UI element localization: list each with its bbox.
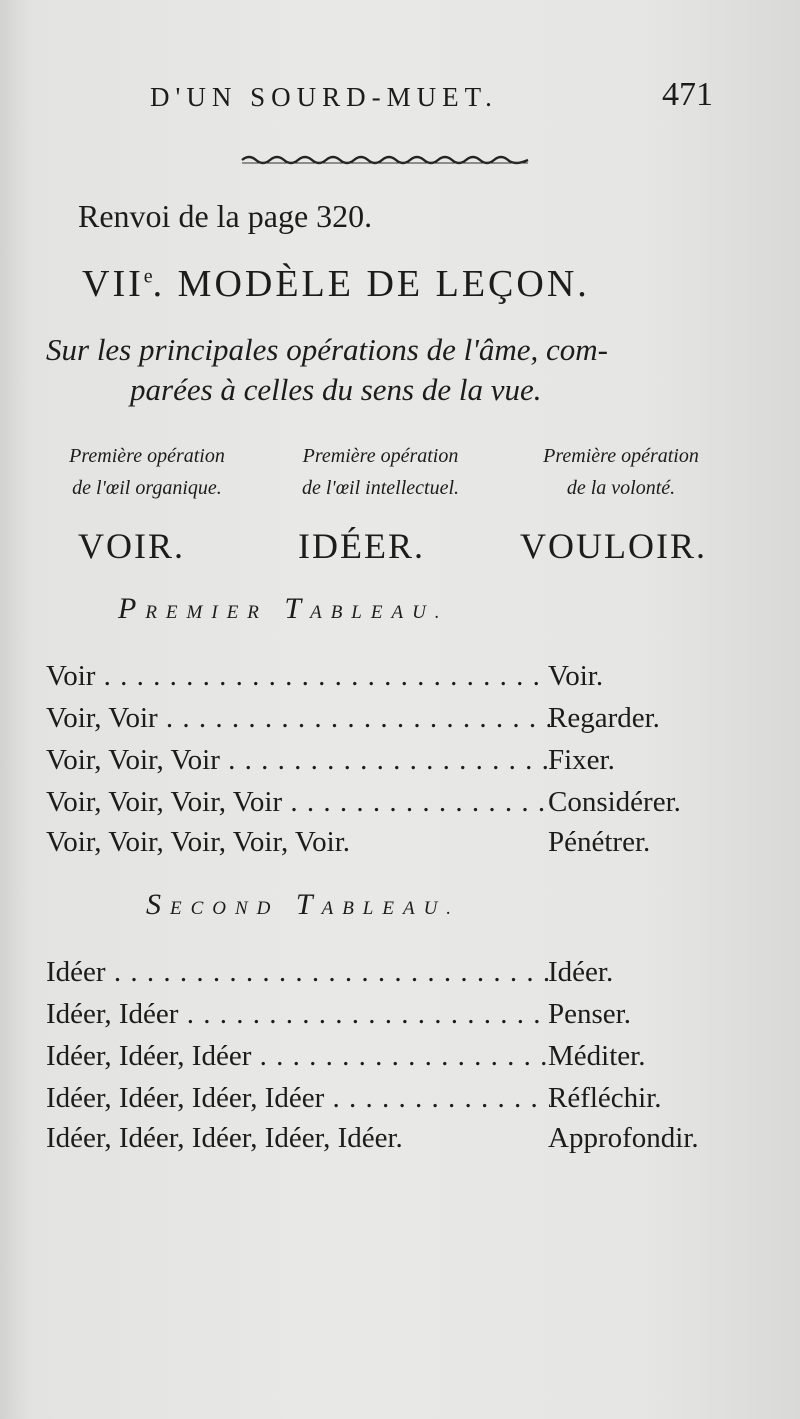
cross-reference: Renvoi de la page 320. [78, 198, 373, 234]
tableau-2-title-initial2: T [295, 888, 322, 921]
column-heading-voir: VOIR. [78, 526, 185, 566]
tableau-1-row-5-right: Pénétrer. [548, 826, 651, 858]
tableau-1-title-part1: REMIER [145, 602, 268, 623]
lesson-superscript: e [143, 265, 153, 288]
tableau-2-title-part1: ECOND [170, 898, 280, 919]
column-heading-ideer: IDÉER. [298, 526, 425, 566]
tableau-1-row-2-right: Regarder. [548, 702, 660, 734]
tableau-1-title-initial2: T [284, 592, 311, 625]
ornament-rule [240, 150, 530, 166]
tableau-1-row-4-left: Voir, Voir, Voir, Voir . . . [46, 786, 550, 819]
lesson-subtitle-line2: parées à celles du sens de la vue. [130, 372, 542, 407]
operation-column-1 [42, 440, 252, 504]
lesson-subtitle-line1: Sur les principales opérations de l'âme, com- [46, 332, 608, 367]
operation-1-line2: de l'œil organique. [72, 477, 222, 499]
tableau-1-row-2-left: Voir, Voir . . . [46, 702, 550, 735]
operation-1-line1: Première opération [69, 445, 225, 467]
tableau-1-row-5-left: Voir, Voir, Voir, Voir, Voir. [46, 826, 351, 858]
tableau-1-row-3-left: Voir, Voir, Voir . . . [46, 744, 550, 777]
tableau-2-row-1-left: Idéer . . . [46, 956, 550, 989]
tableau-2-row-4-left: Idéer, Idéer, Idéer, Idéer . . . [46, 1082, 550, 1115]
tableau-2-row-2-right: Penser. [548, 998, 631, 1030]
tableau-2-title [146, 888, 460, 922]
column-heading-vouloir: VOULOIR. [520, 526, 707, 566]
page-number: 471 [662, 76, 713, 113]
tableau-2-row-3-left: Idéer, Idéer, Idéer . . . [46, 1040, 550, 1073]
tableau-2-row-3-right: Méditer. [548, 1040, 646, 1072]
tableau-2-row-5-left: Idéer, Idéer, Idéer, Idéer, Idéer. [46, 1122, 403, 1154]
operation-2-line1: Première opération [302, 445, 459, 467]
tableau-2-row-4-right: Réfléchir. [548, 1082, 662, 1114]
tableau-1-title-part2: ABLEAU. [310, 602, 449, 623]
tableau-1-title [118, 592, 449, 626]
operation-2-line2: de l'œil intellectuel. [301, 477, 459, 499]
tableau-2-row-2-left: Idéer, Idéer . . . [46, 998, 550, 1031]
operation-column-2 [268, 440, 493, 504]
lesson-heading [82, 262, 590, 306]
lesson-numeral: VII [82, 263, 144, 305]
operation-3-line2: de la volonté. [566, 477, 676, 499]
lesson-title: . MODÈLE DE LEÇON. [152, 263, 590, 305]
operation-3-line1: Première opération [543, 445, 699, 467]
tableau-2-title-initial1: S [146, 888, 170, 921]
tableau-1-row-1-left: Voir . . . [46, 660, 550, 693]
tableau-2-title-part2: ABLEAU. [321, 898, 461, 919]
running-title: D'UN SOURD-MUET. [150, 82, 498, 112]
tableau-1-row-1-right: Voir. [548, 660, 604, 692]
tableau-1-row-3-right: Fixer. [548, 744, 615, 776]
tableau-2-row-5-right: Approfondir. [548, 1122, 699, 1154]
tableau-1-title-initial1: P [118, 592, 146, 625]
tableau-1-row-4-right: Considérer. [548, 786, 681, 818]
operation-column-3 [512, 440, 730, 504]
tableau-2-row-1-right: Idéer. [548, 956, 614, 988]
